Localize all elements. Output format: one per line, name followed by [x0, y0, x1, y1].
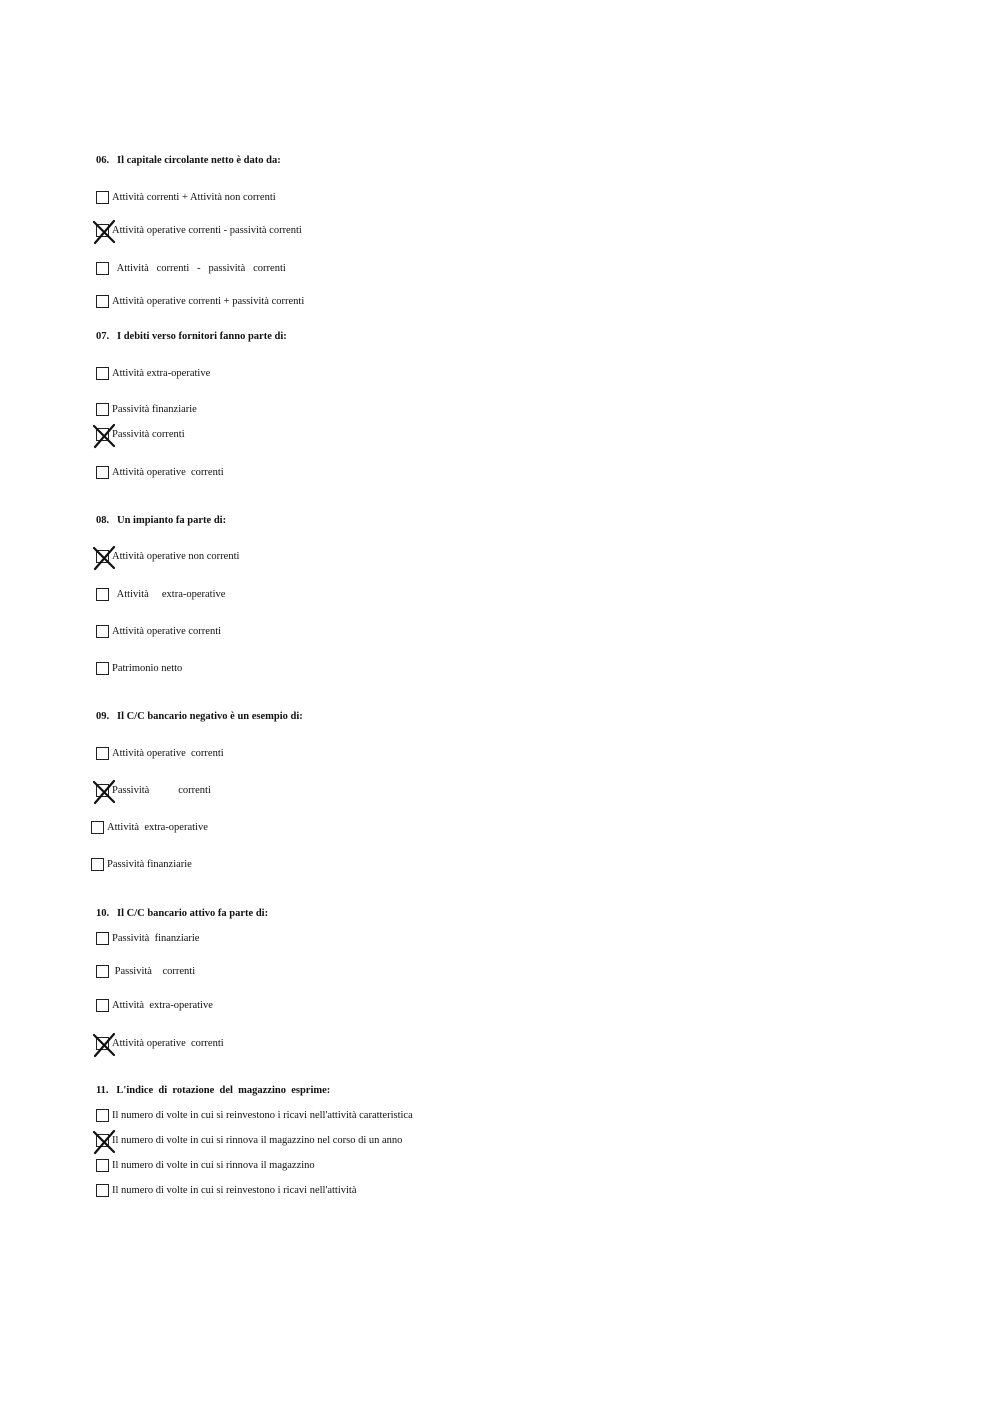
option-label: Attività correnti - passività correnti: [112, 262, 286, 274]
option-label: Passività correnti: [112, 428, 185, 440]
option-label: Attività operative non correnti: [112, 550, 240, 562]
checkbox-icon[interactable]: [91, 821, 104, 834]
option-label: Attività operative correnti - passività correnti: [112, 224, 302, 236]
checkbox-icon[interactable]: [96, 932, 109, 945]
option-06-b[interactable]: [96, 223, 302, 237]
option-label: Passività correnti: [112, 784, 211, 796]
question-10-title: 10. Il C/C bancario attivo fa parte di:: [96, 908, 269, 919]
option-08-b[interactable]: [96, 587, 225, 601]
option-10-d[interactable]: [96, 1036, 224, 1050]
option-09-b[interactable]: [96, 783, 211, 797]
checked-x-icon[interactable]: [96, 428, 109, 441]
option-07-a[interactable]: [96, 366, 210, 380]
option-09-a[interactable]: [96, 746, 224, 760]
option-label: Attività operative correnti + passività correnti: [112, 295, 305, 307]
option-08-a[interactable]: [96, 549, 239, 563]
option-label: Attività operative correnti: [112, 747, 224, 759]
checkbox-icon[interactable]: [96, 1184, 109, 1197]
option-06-d[interactable]: [96, 294, 304, 308]
option-08-d[interactable]: [96, 661, 182, 675]
option-label: Attività extra-operative: [112, 999, 213, 1011]
option-label: Passività finanziarie: [107, 858, 192, 870]
option-10-b[interactable]: [96, 964, 195, 978]
option-label: Il numero di volte in cui si rinnova il magazzino nel corso di un anno: [112, 1134, 403, 1146]
option-09-c[interactable]: [91, 820, 208, 834]
option-label: Attività correnti + Attività non correnti: [112, 191, 276, 203]
checkbox-icon[interactable]: [96, 588, 109, 601]
option-06-c[interactable]: [96, 261, 286, 275]
option-label: Patrimonio netto: [112, 662, 183, 674]
question-07-title: 07. I debiti verso fornitori fanno parte di:: [96, 331, 287, 342]
option-10-a[interactable]: [96, 931, 199, 945]
option-label: Attività extra-operative: [112, 367, 211, 379]
option-label: Attività operative correnti: [112, 466, 224, 478]
checkbox-icon[interactable]: [96, 965, 109, 978]
option-11-a[interactable]: [96, 1108, 413, 1122]
checkbox-icon[interactable]: [96, 466, 109, 479]
checkbox-icon[interactable]: [96, 625, 109, 638]
checkbox-icon[interactable]: [96, 1109, 109, 1122]
checkbox-icon[interactable]: [96, 1159, 109, 1172]
question-08-title: 08. Un impianto fa parte di:: [96, 515, 227, 526]
checked-x-icon[interactable]: [96, 550, 109, 563]
option-label: Attività operative correnti: [112, 625, 222, 637]
option-label: Il numero di volte in cui si reinvestono i ricavi nell'attività: [112, 1184, 357, 1196]
checkbox-icon[interactable]: [91, 858, 104, 871]
option-label: Passività correnti: [112, 965, 196, 977]
option-label: Passività finanziarie: [112, 932, 200, 944]
checkbox-icon[interactable]: [96, 367, 109, 380]
checkbox-icon[interactable]: [96, 662, 109, 675]
checked-x-icon[interactable]: [96, 784, 109, 797]
checkbox-icon[interactable]: [96, 747, 109, 760]
option-06-a[interactable]: [96, 190, 276, 204]
option-11-c[interactable]: [96, 1158, 315, 1172]
checkbox-icon[interactable]: [96, 403, 109, 416]
checkbox-icon[interactable]: [96, 191, 109, 204]
question-09-title: 09. Il C/C bancario negativo è un esempio di:: [96, 711, 303, 722]
option-08-c[interactable]: [96, 624, 221, 638]
option-07-d[interactable]: [96, 465, 224, 479]
option-label: Attività extra-operative: [107, 821, 208, 833]
option-11-b[interactable]: [96, 1133, 402, 1147]
checkbox-icon[interactable]: [96, 262, 109, 275]
checkbox-icon[interactable]: [96, 999, 109, 1012]
checked-x-icon[interactable]: [96, 1037, 109, 1050]
option-label: Passività finanziarie: [112, 403, 197, 415]
option-label: Il numero di volte in cui si reinvestono i ricavi nell'attività caratteristica: [112, 1109, 413, 1121]
option-11-d[interactable]: [96, 1183, 357, 1197]
checked-x-icon[interactable]: [96, 1134, 109, 1147]
question-06-title: 06. Il capitale circolante netto è dato da:: [96, 155, 281, 166]
checkbox-icon[interactable]: [96, 295, 109, 308]
option-07-c[interactable]: [96, 427, 185, 441]
option-10-c[interactable]: [96, 998, 213, 1012]
checked-x-icon[interactable]: [96, 224, 109, 237]
option-07-b[interactable]: [96, 402, 197, 416]
option-09-d[interactable]: [91, 857, 192, 871]
question-11-title: 11. L'indice di rotazione del magazzino esprime:: [96, 1085, 331, 1096]
option-label: Il numero di volte in cui si rinnova il magazzino: [112, 1159, 315, 1171]
option-label: Attività operative correnti: [112, 1037, 224, 1049]
option-label: Attività extra-operative: [112, 588, 226, 600]
